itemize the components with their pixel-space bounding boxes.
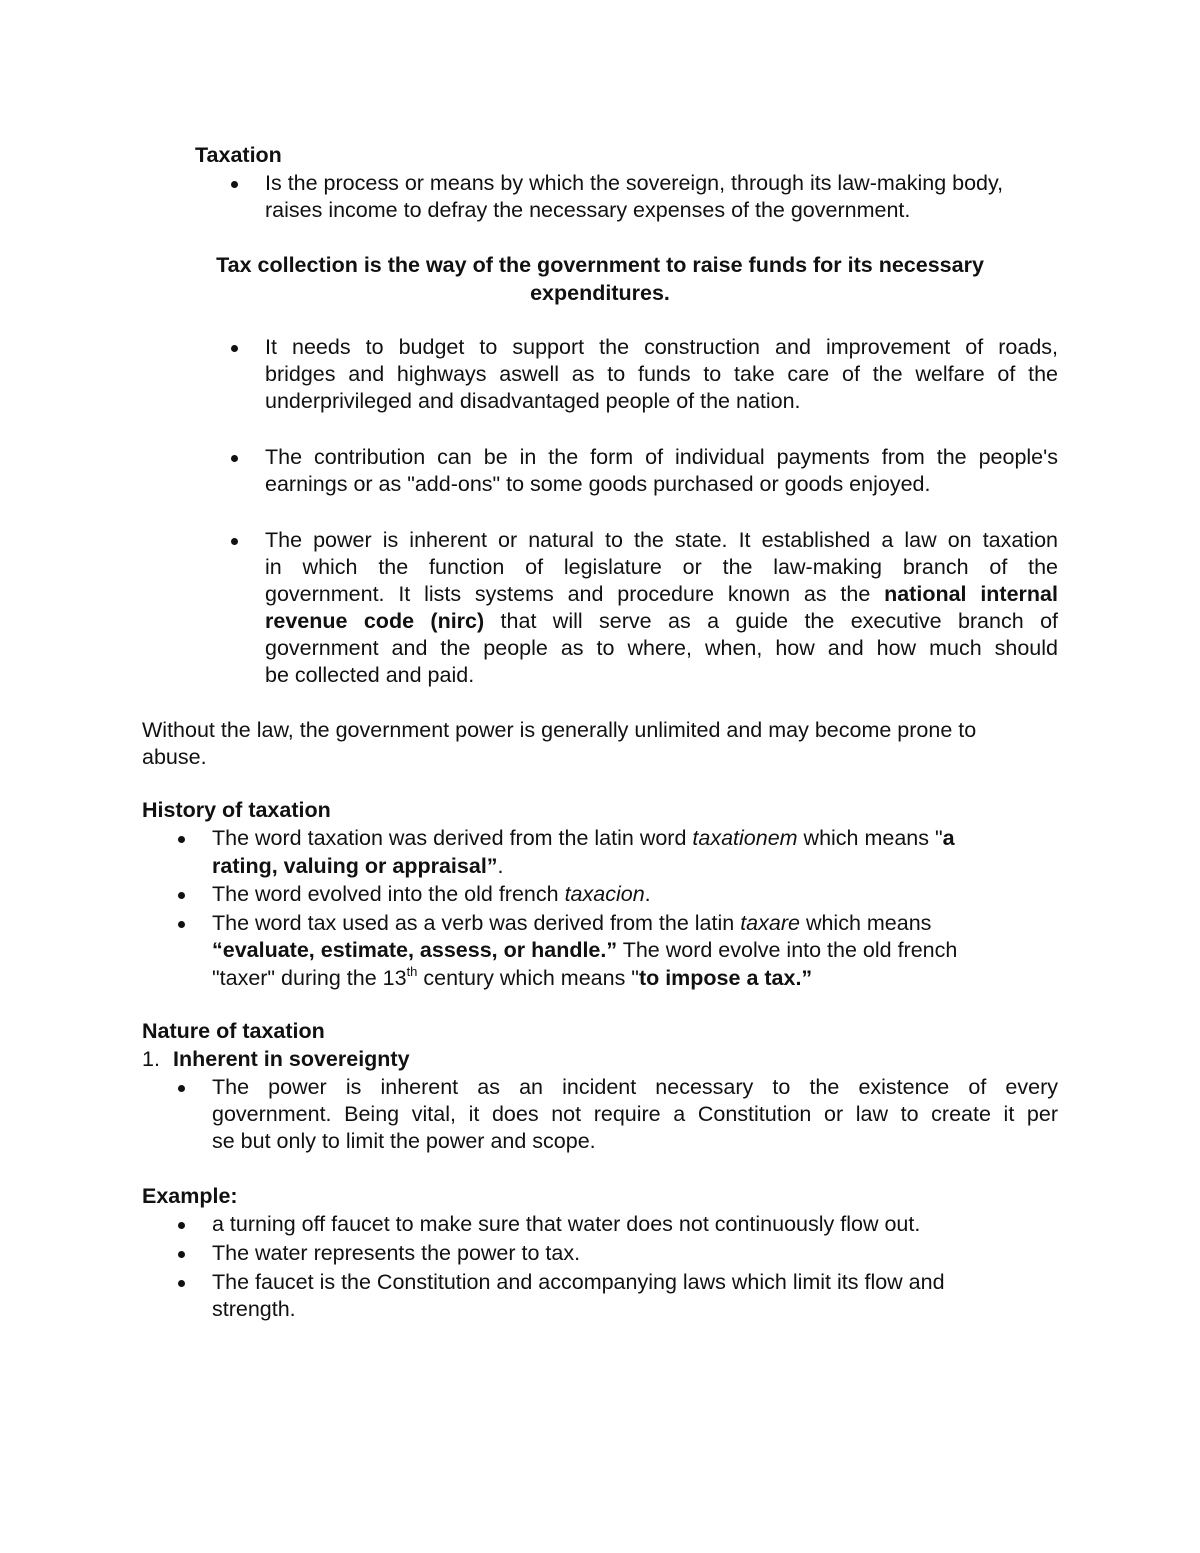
taxation-definition-line1: Is the process or means by which the sovereign, through its law-making body, [265,171,1004,195]
history-b1-text: The word taxation was derived from the latin word [212,826,693,850]
nirc-term-part1: national internal [884,582,1058,606]
taxation-definition-line2: raises income to defray the necessary expenses of the government. [265,198,911,222]
bullet-icon [178,921,185,928]
history-b1-end: . [497,854,504,878]
term-taxare: taxare [740,911,800,935]
bullet-icon [178,1280,185,1287]
history-b3-meaning: “evaluate, estimate, assess, or handle.” [212,938,618,962]
bullet-icon [231,181,238,188]
history-b3-text2: which means [799,911,932,935]
without-line1: Without the law, the government power is generally unlimited and may become prone to [142,718,977,742]
term-taxationem: taxationem [692,826,798,850]
example-bullet2: The water represents the power to tax. [212,1241,581,1265]
budget-line1: It needs to budget to support the construction and improvement of roads, [265,335,1058,359]
example-bullet3-line1: The faucet is the Constitution and accompanying laws which limit its flow and [212,1270,945,1294]
bullet-icon [231,345,238,352]
collection-line2: expenditures. [530,281,670,305]
budget-line2: bridges and highways aswell as to funds to take care of the welfare of the [265,362,1058,386]
history-b3-text4: "taxer" during the 13 [212,966,407,990]
budget-line3: underprivileged and disadvantaged people of the nation. [265,389,801,413]
contribution-line1: The contribution can be in the form of individual payments from the people's [265,445,1058,469]
nature-line3: se but only to limit the power and scope. [212,1129,596,1153]
history-bullet3-line2 [212,937,957,964]
without-line2: abuse. [142,745,207,769]
power-line3 [265,581,1058,608]
power-line3-text: government. It lists systems and procedure known as the [265,582,885,606]
bullet-icon [178,1251,185,1258]
nirc-term-part2: revenue code (nirc) [265,609,485,633]
power-line4 [265,608,1058,635]
bullet-icon [231,455,238,462]
history-b2-end: . [644,882,651,906]
term-taxacion: taxacion [564,882,645,906]
bullet-icon [178,892,185,899]
power-line2: in which the function of legislature or the law-making branch of the [265,555,1058,579]
example-bullet3-line2: strength. [212,1297,296,1321]
power-line4-text: that will serve as a guide the executive branch of [484,609,1058,633]
history-b3-meaning2: to impose a tax.” [638,966,813,990]
history-bullet1-line1 [212,825,955,852]
power-line5: government and the people as to where, when, how and how much should [265,636,1058,660]
nature-line2: government. Being vital, it does not require a Constitution or law to create it per [212,1102,1058,1126]
history-bullet1-line2 [212,853,504,880]
power-line1: The power is inherent or natural to the state. It established a law on taxation [265,528,1058,552]
history-b1-meaning: rating, valuing or appraisal” [212,854,498,878]
history-b2-text: The word evolved into the old french [212,882,565,906]
history-title: History of taxation [142,798,331,822]
superscript-th: th [406,964,418,979]
power-line6: be collected and paid. [265,663,475,687]
nature-title: Nature of taxation [142,1019,325,1043]
bullet-icon [178,1222,185,1229]
history-bullet3-line3 [212,965,812,992]
history-bullet3-line1 [212,910,931,937]
history-b3-text: The word tax used as a verb was derived from the latin [212,911,741,935]
example-bullet1: a turning off faucet to make sure that water does not continuously flow out. [212,1212,921,1236]
bullet-icon [178,836,185,843]
nature-item1-title: Inherent in sovereignty [173,1047,410,1071]
history-b1-text2: which means " [797,826,943,850]
history-bullet2 [212,881,651,908]
history-b3-text3: The word evolve into the old french [617,938,958,962]
contribution-line2: earnings or as "add-ons" to some goods purchased or goods enjoyed. [265,472,931,496]
example-title: Example: [142,1184,238,1208]
nature-item-number: 1. [142,1047,160,1071]
history-b1-bold: a [942,826,955,850]
bullet-icon [178,1085,185,1092]
collection-line1: Tax collection is the way of the government to raise funds for its necessary [216,253,984,277]
bullet-icon [231,538,238,545]
taxation-title: Taxation [195,143,282,167]
history-b3-text5: century which means " [417,966,639,990]
nature-line1: The power is inherent as an incident necessary to the existence of every [212,1075,1058,1099]
